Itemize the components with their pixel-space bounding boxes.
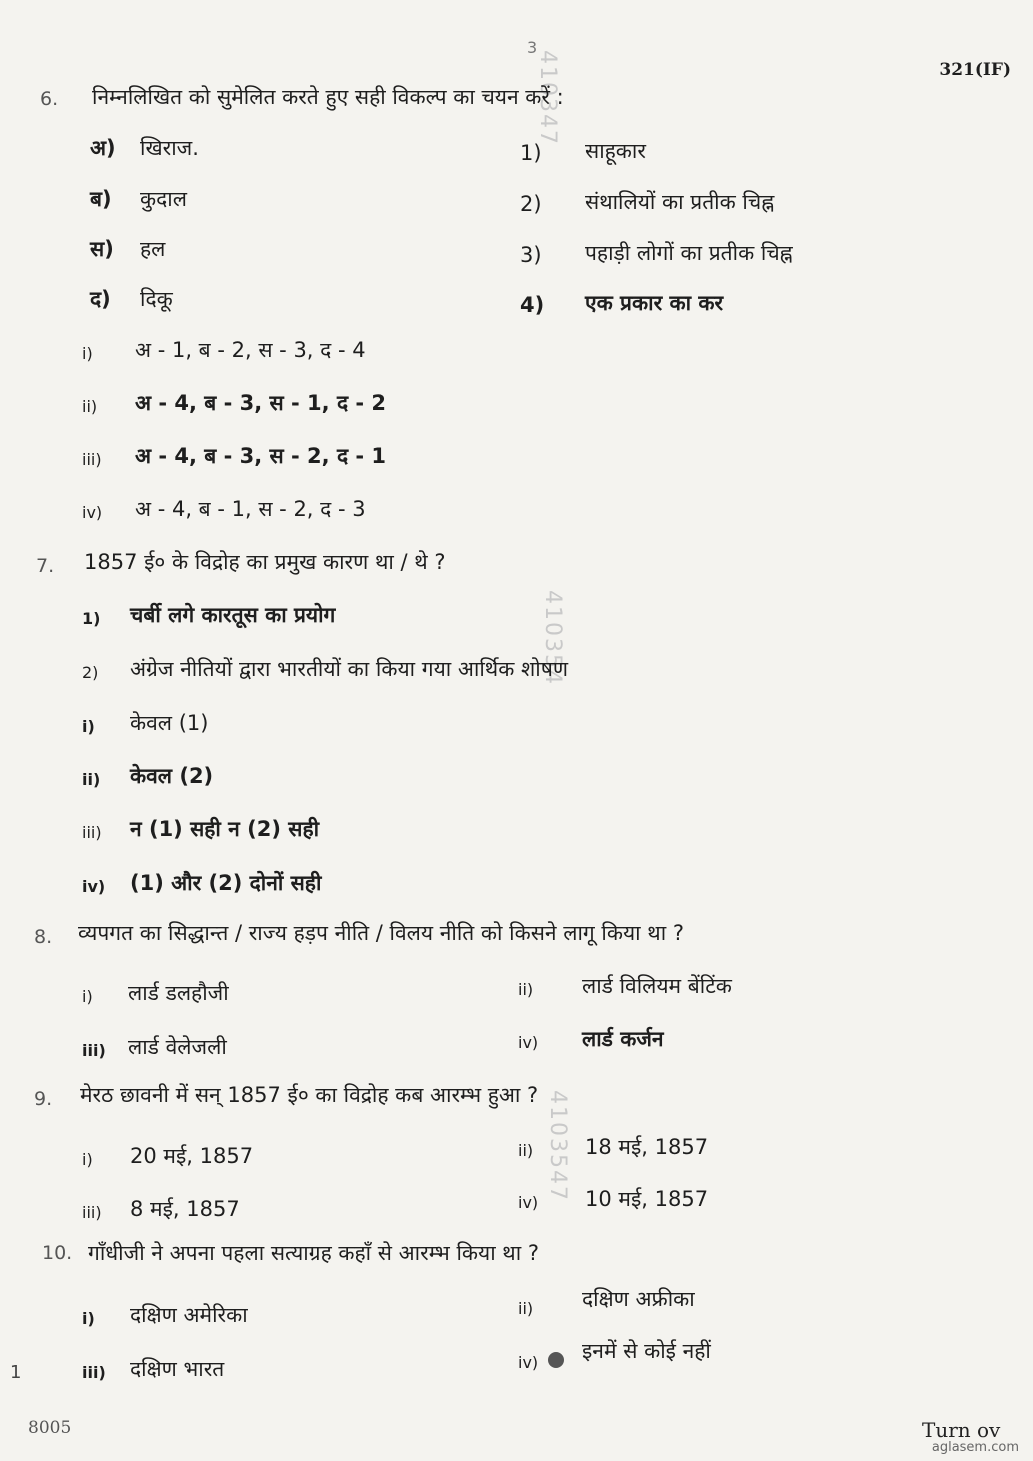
- q7-statement-label-1: 1): [82, 609, 101, 628]
- q10-option-text-2: दक्षिण अफ्रीका: [582, 1287, 695, 1311]
- q9-option-label-3: iii): [82, 1203, 102, 1222]
- q7-option-text-1: केवल (1): [130, 711, 209, 735]
- q9-option-text-2: 18 मई, 1857: [585, 1135, 709, 1159]
- question-10-text: गाँधीजी ने अपना पहला सत्याग्रह कहाँ से आरम्भ किया था ?: [88, 1241, 539, 1265]
- q7-option-text-3: न (1) सही न (2) सही: [130, 817, 320, 841]
- q10-option-label-1: i): [82, 1309, 95, 1328]
- q9-option-text-4: 10 मई, 1857: [585, 1187, 709, 1211]
- q9-option-label-2: ii): [518, 1141, 534, 1160]
- q9-option-label-4: iv): [518, 1193, 539, 1212]
- q7-option-text-2: केवल (2): [130, 764, 214, 788]
- q6-left-label-4: द): [90, 287, 111, 311]
- question-6-number: 6.: [40, 88, 59, 110]
- ink-dot-mark: [548, 1352, 564, 1368]
- question-10-number: 10.: [42, 1242, 73, 1264]
- q7-statement-text-2: अंग्रेज नीतियों द्वारा भारतीयों का किया गया आर्थिक शोषण: [130, 657, 569, 681]
- q6-right-label-2: 2): [520, 192, 542, 216]
- paper-code: 321(IF): [939, 60, 1011, 80]
- q6-left-text-3: हल: [140, 237, 166, 261]
- margin-mark: 1: [10, 1362, 22, 1383]
- question-9-number: 9.: [34, 1088, 53, 1110]
- watermark-1: 410347: [535, 50, 560, 146]
- q6-left-label-3: स): [90, 237, 114, 261]
- q6-right-label-1: 1): [520, 141, 542, 165]
- question-6-text: निम्नलिखित को सुमेलित करते हुए सही विकल्प का चयन करें :: [92, 85, 564, 109]
- q7-option-label-3: iii): [82, 823, 102, 842]
- q10-option-label-3: iii): [82, 1363, 106, 1382]
- q10-option-label-2: ii): [518, 1299, 534, 1318]
- site-watermark: aglasem.com: [931, 1440, 1019, 1455]
- q6-left-text-1: खिराज.: [140, 136, 199, 160]
- q8-option-label-4: iv): [518, 1033, 539, 1052]
- question-7-text: 1857 ई० के विद्रोह का प्रमुख कारण था / थे ?: [84, 550, 446, 574]
- q7-option-label-1: i): [82, 717, 95, 736]
- q8-option-label-1: i): [82, 987, 93, 1006]
- page-number: 3: [527, 38, 538, 57]
- q6-right-label-3: 3): [520, 243, 542, 267]
- q10-option-label-4: iv): [518, 1353, 539, 1372]
- q6-right-text-4: एक प्रकार का कर: [585, 291, 724, 315]
- q6-option-label-3: iii): [82, 450, 102, 469]
- q6-right-text-2: संथालियों का प्रतीक चिह्न: [585, 190, 775, 214]
- q6-option-label-1: i): [82, 344, 93, 363]
- q8-option-label-3: iii): [82, 1041, 106, 1060]
- q9-option-label-1: i): [82, 1150, 93, 1169]
- q8-option-label-2: ii): [518, 980, 534, 999]
- q7-option-text-4: (1) और (2) दोनों सही: [130, 871, 322, 895]
- q7-statement-label-2: 2): [82, 663, 99, 682]
- q6-left-label-2: ब): [90, 187, 112, 211]
- q6-option-text-3: अ - 4, ब - 3, स - 2, द - 1: [135, 444, 387, 468]
- q8-option-text-3: लार्ड वेलेजली: [128, 1035, 227, 1059]
- q9-option-text-1: 20 मई, 1857: [130, 1144, 254, 1168]
- q6-option-label-4: iv): [82, 503, 103, 522]
- q6-right-label-4: 4): [520, 293, 545, 317]
- watermark-3: 4103547: [545, 1090, 570, 1202]
- q6-left-text-2: कुदाल: [140, 187, 187, 211]
- q7-statement-text-1: चर्बी लगे कारतूस का प्रयोग: [130, 603, 336, 627]
- q8-option-text-4: लार्ड कर्जन: [582, 1027, 664, 1051]
- q10-option-text-1: दक्षिण अमेरिका: [130, 1303, 248, 1327]
- footer-code: 8005: [28, 1418, 72, 1438]
- q6-left-text-4: दिकू: [140, 287, 173, 311]
- q7-option-label-4: iv): [82, 877, 106, 896]
- turn-over-text: Turn ov: [922, 1418, 1001, 1442]
- watermark-2: 410354: [540, 590, 565, 686]
- q6-option-text-1: अ - 1, ब - 2, स - 3, द - 4: [135, 338, 366, 362]
- q10-option-text-3: दक्षिण भारत: [130, 1357, 225, 1381]
- q6-option-text-2: अ - 4, ब - 3, स - 1, द - 2: [135, 391, 387, 415]
- q8-option-text-1: लार्ड डलहौजी: [128, 981, 229, 1005]
- question-9-text: मेरठ छावनी में सन् 1857 ई० का विद्रोह कब आरम्भ हुआ ?: [80, 1083, 539, 1107]
- q6-right-text-3: पहाड़ी लोगों का प्रतीक चिह्न: [585, 241, 793, 265]
- q6-left-label-1: अ): [90, 136, 116, 160]
- q7-option-label-2: ii): [82, 770, 101, 789]
- q6-right-text-1: साहूकार: [585, 139, 646, 163]
- q9-option-text-3: 8 मई, 1857: [130, 1197, 240, 1221]
- q6-option-text-4: अ - 4, ब - 1, स - 2, द - 3: [135, 497, 366, 521]
- question-7-number: 7.: [36, 555, 55, 577]
- q8-option-text-2: लार्ड विलियम बेंटिंक: [582, 974, 732, 998]
- question-8-text: व्यपगत का सिद्धान्त / राज्य हड़प नीति / विलय नीति को किसने लागू किया था ?: [78, 921, 684, 945]
- q6-option-label-2: ii): [82, 397, 98, 416]
- q10-option-text-4: इनमें से कोई नहीं: [582, 1339, 711, 1363]
- question-8-number: 8.: [34, 926, 53, 948]
